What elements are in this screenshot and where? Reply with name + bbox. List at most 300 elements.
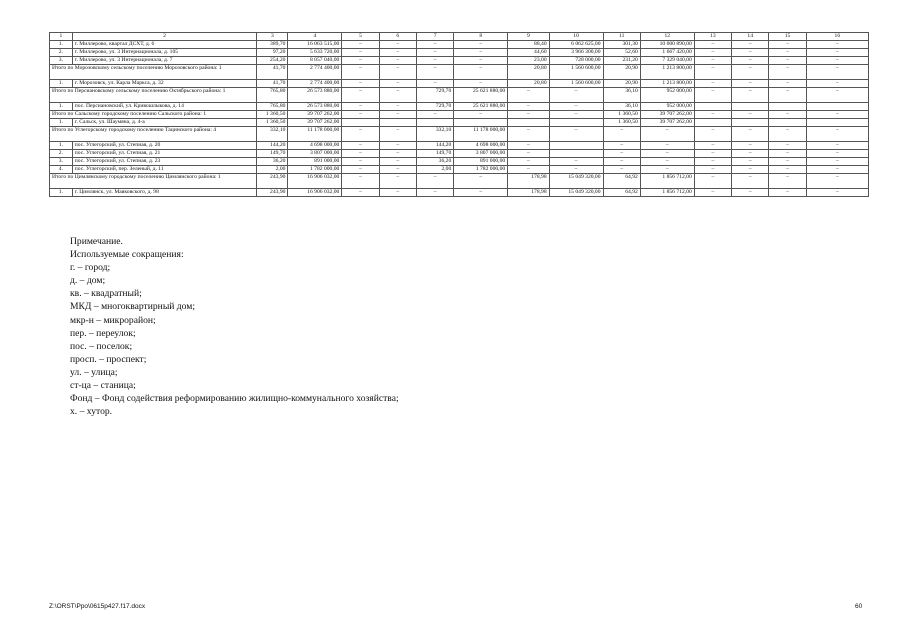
value-cell: – (806, 49, 868, 57)
row-index-cell: 1. (50, 142, 73, 150)
value-cell: – (549, 158, 603, 166)
value-cell: – (769, 88, 806, 103)
value-cell: – (416, 80, 453, 88)
value-cell: – (549, 166, 603, 174)
value-cell: – (694, 127, 731, 142)
value-cell: 389,70 (257, 41, 288, 49)
value-cell: 36,20 (416, 158, 453, 166)
value-cell: 16 906 032,00 (288, 174, 342, 189)
column-number: 15 (769, 33, 806, 41)
value-cell: – (508, 142, 549, 150)
value-cell: – (508, 127, 549, 142)
column-number: 14 (732, 33, 769, 41)
value-cell: 41,70 (257, 65, 288, 80)
abbreviation-line: кв. – квадратный; (70, 288, 142, 300)
value-cell: 1 360,50 (257, 111, 288, 119)
value-cell: 144,20 (416, 142, 453, 150)
address-cell: г. Морозовск, ул. Карла Маркса, д. 32 (72, 80, 257, 88)
value-cell: – (416, 111, 453, 119)
value-cell: 1 360,50 (257, 119, 288, 127)
value-cell: – (806, 189, 868, 197)
table-row (50, 41, 869, 49)
value-cell: – (806, 127, 868, 142)
value-cell: – (769, 174, 806, 189)
value-cell: – (342, 57, 379, 65)
address-cell: г. Сальск, ул. Шаумяна, д. 4-а (72, 119, 257, 127)
value-cell: – (416, 49, 453, 57)
table-header-row (50, 33, 869, 41)
value-cell: – (342, 65, 379, 80)
value-cell: – (694, 158, 731, 166)
value-cell: – (416, 65, 453, 80)
value-cell: 6 062 625,00 (549, 41, 603, 49)
value-cell: – (769, 57, 806, 65)
value-cell: 178,98 (508, 189, 549, 197)
value-cell: 7 329 040,00 (640, 57, 694, 65)
value-cell: 20,90 (603, 65, 640, 80)
value-cell: – (806, 111, 868, 119)
table-row (50, 119, 869, 127)
abbreviation-line: пос. – поселок; (70, 340, 133, 352)
value-cell: – (732, 80, 769, 88)
value-cell: 243,90 (257, 174, 288, 189)
value-cell: – (806, 41, 868, 49)
value-cell: – (549, 111, 603, 119)
value-cell: – (342, 80, 379, 88)
value-cell: – (769, 166, 806, 174)
value-cell: – (379, 127, 416, 142)
value-cell: 1 782 000,00 (454, 166, 508, 174)
value-cell: – (379, 111, 416, 119)
value-cell: – (603, 166, 640, 174)
value-cell: 25 621 880,00 (454, 88, 508, 103)
value-cell: – (379, 80, 416, 88)
abbreviation-line: мкр-н – микрорайон; (70, 314, 156, 326)
value-cell: – (342, 174, 379, 189)
value-cell: – (806, 158, 868, 166)
value-cell: 231,20 (603, 57, 640, 65)
table-row (50, 150, 869, 158)
value-cell: – (769, 80, 806, 88)
value-cell: 952 000,00 (640, 88, 694, 103)
value-cell (732, 119, 769, 127)
value-cell: – (342, 111, 379, 119)
column-number: 13 (694, 33, 731, 41)
value-cell: 254,20 (257, 57, 288, 65)
abbreviation-line: просп. – проспект; (70, 353, 147, 365)
value-cell: – (342, 88, 379, 103)
value-cell: 149,70 (416, 150, 453, 158)
value-cell: – (694, 49, 731, 57)
value-cell: 144,20 (257, 142, 288, 150)
value-cell: 5 633 720,00 (288, 49, 342, 57)
value-cell: – (379, 142, 416, 150)
value-cell: – (806, 88, 868, 103)
value-cell: – (694, 57, 731, 65)
table-row (50, 80, 869, 88)
value-cell: 10 000 890,00 (640, 41, 694, 49)
value-cell: – (806, 150, 868, 158)
value-cell: 765,80 (257, 103, 288, 111)
value-cell: – (379, 49, 416, 57)
subtotal-label-cell: Итого по Углегорскому городскому поселению Тацинского района: 4 (50, 127, 257, 142)
value-cell: 729,70 (416, 103, 453, 111)
notes-section (70, 235, 399, 418)
housing-register-table (49, 32, 869, 197)
column-number: 11 (603, 33, 640, 41)
table-row (50, 57, 869, 65)
subtotal-row (50, 88, 869, 103)
value-cell: 1 560 600,00 (549, 80, 603, 88)
value-cell (549, 150, 603, 158)
abbreviation-line: Фонд – Фонд содействия реформированию жилищно-коммунального хозяйства; (70, 393, 399, 405)
value-cell: – (603, 158, 640, 166)
abbreviation-line: МКД – многоквартирный дом; (70, 301, 196, 313)
notes-title: Примечание. (70, 236, 123, 247)
value-cell (806, 103, 868, 111)
value-cell: – (769, 189, 806, 197)
value-cell: – (806, 57, 868, 65)
value-cell (549, 142, 603, 150)
value-cell (549, 119, 603, 127)
value-cell: 39 707 262,00 (288, 111, 342, 119)
value-cell: 178,98 (508, 174, 549, 189)
column-number: 1 (50, 33, 73, 41)
row-index-cell: 3. (50, 158, 73, 166)
value-cell: 243,90 (257, 189, 288, 197)
value-cell: – (549, 103, 603, 111)
column-number: 6 (379, 33, 416, 41)
subtotal-row (50, 174, 869, 189)
value-cell: – (769, 127, 806, 142)
value-cell: – (769, 41, 806, 49)
value-cell: – (549, 88, 603, 103)
address-cell: г. Цимлянск, ул. Маяковского, д. 98 (72, 189, 257, 197)
value-cell: 1 856 712,00 (640, 174, 694, 189)
column-number: 4 (288, 33, 342, 41)
value-cell: 1 560 600,00 (549, 65, 603, 80)
subtotal-label-cell: Итого по Персиановскому сельскому поселению Октябрьского района: 1 (50, 88, 257, 103)
value-cell: – (549, 127, 603, 142)
address-cell: пос. Углегорский, ул. Степная, д. 21 (72, 150, 257, 158)
value-cell (342, 119, 379, 127)
column-number: 12 (640, 33, 694, 41)
value-cell: – (454, 80, 508, 88)
value-cell: – (508, 166, 549, 174)
value-cell: – (694, 111, 731, 119)
value-cell: – (769, 150, 806, 158)
value-cell: – (806, 166, 868, 174)
value-cell: 15 049 320,00 (549, 189, 603, 197)
value-cell: 20,80 (508, 80, 549, 88)
value-cell: – (508, 111, 549, 119)
value-cell: 1 667 420,00 (640, 49, 694, 57)
value-cell: – (732, 65, 769, 80)
value-cell: 15 049 320,00 (549, 174, 603, 189)
value-cell: – (732, 166, 769, 174)
address-cell: г. Миллерово, квартал ДСХТ, д. 6 (72, 41, 257, 49)
column-number: 7 (416, 33, 453, 41)
value-cell: – (342, 166, 379, 174)
value-cell: 332,10 (416, 127, 453, 142)
value-cell: – (769, 111, 806, 119)
row-index-cell: 1. (50, 119, 73, 127)
value-cell (416, 119, 453, 127)
value-cell: – (603, 150, 640, 158)
value-cell: – (732, 158, 769, 166)
value-cell: – (342, 41, 379, 49)
value-cell: – (732, 88, 769, 103)
subtotal-row (50, 65, 869, 80)
value-cell: – (342, 150, 379, 158)
value-cell: – (732, 189, 769, 197)
table-body (50, 33, 869, 197)
value-cell: 36,20 (257, 158, 288, 166)
value-cell: – (732, 127, 769, 142)
value-cell: – (342, 189, 379, 197)
value-cell: – (694, 65, 731, 80)
value-cell: 301,30 (603, 41, 640, 49)
value-cell: – (379, 88, 416, 103)
table-row (50, 142, 869, 150)
value-cell: – (416, 174, 453, 189)
value-cell (769, 119, 806, 127)
value-cell: – (694, 80, 731, 88)
value-cell: – (640, 166, 694, 174)
value-cell: 20,80 (508, 65, 549, 80)
value-cell: – (454, 41, 508, 49)
value-cell: – (379, 150, 416, 158)
value-cell: 64,92 (603, 174, 640, 189)
value-cell: – (379, 189, 416, 197)
value-cell: – (603, 142, 640, 150)
value-cell: – (732, 111, 769, 119)
value-cell: 64,92 (603, 189, 640, 197)
value-cell: – (694, 88, 731, 103)
value-cell (769, 103, 806, 111)
value-cell: – (732, 142, 769, 150)
value-cell: 39 707 262,00 (640, 111, 694, 119)
subtotal-row (50, 111, 869, 119)
value-cell: – (769, 142, 806, 150)
value-cell: 36,10 (603, 103, 640, 111)
column-number: 5 (342, 33, 379, 41)
value-cell: 16 063 515,00 (288, 41, 342, 49)
value-cell: – (379, 166, 416, 174)
value-cell: – (454, 57, 508, 65)
value-cell: 4 698 000,00 (454, 142, 508, 150)
value-cell: 26 573 880,00 (288, 88, 342, 103)
value-cell: – (416, 189, 453, 197)
row-index-cell: 1. (50, 103, 73, 111)
value-cell: 1 360,50 (603, 111, 640, 119)
subtotal-label-cell: Итого по Цимлянскому городскому поселению Цимлянского района: 1 (50, 174, 257, 189)
value-cell (732, 103, 769, 111)
value-cell: – (379, 57, 416, 65)
column-number: 10 (549, 33, 603, 41)
value-cell: – (342, 49, 379, 57)
value-cell: 149,70 (257, 150, 288, 158)
row-index-cell: 3. (50, 57, 73, 65)
value-cell: 765,80 (257, 88, 288, 103)
value-cell: 2,00 (257, 166, 288, 174)
value-cell: 97,20 (257, 49, 288, 57)
abbreviation-line: Используемые сокращения: (70, 249, 184, 261)
value-cell: 332,10 (257, 127, 288, 142)
value-cell: – (732, 150, 769, 158)
value-cell: – (694, 150, 731, 158)
value-cell: 25 621 880,00 (454, 103, 508, 111)
value-cell: 44,60 (508, 49, 549, 57)
value-cell: – (806, 80, 868, 88)
table-row (50, 49, 869, 57)
value-cell: – (379, 41, 416, 49)
value-cell: 891 000,00 (454, 158, 508, 166)
value-cell: – (694, 41, 731, 49)
abbreviation-line: д. – дом; (70, 275, 106, 287)
value-cell: – (732, 174, 769, 189)
address-cell: пос. Углегорский, ул. Степная, д. 23 (72, 158, 257, 166)
value-cell: – (732, 57, 769, 65)
address-cell: пос. Углегорский, ул. Степная, д. 20 (72, 142, 257, 150)
value-cell: 52,60 (603, 49, 640, 57)
subtotal-label-cell: Итого по Сальскому городскому поселению Сальского района: 1 (50, 111, 257, 119)
value-cell: 952 000,00 (640, 103, 694, 111)
column-number: 16 (806, 33, 868, 41)
value-cell: – (806, 142, 868, 150)
value-cell: 41,70 (257, 80, 288, 88)
value-cell (379, 119, 416, 127)
value-cell: – (416, 57, 453, 65)
row-index-cell: 1. (50, 189, 73, 197)
value-cell: 39 707 262,00 (640, 119, 694, 127)
column-number: 8 (454, 33, 508, 41)
address-cell: г. Миллерово, ул. 3 Интернационала, д. 105 (72, 49, 257, 57)
value-cell: – (454, 49, 508, 57)
value-cell: – (603, 127, 640, 142)
value-cell: 88,40 (508, 41, 549, 49)
value-cell: 3 807 000,00 (454, 150, 508, 158)
abbreviation-line: ул. – улица; (70, 366, 118, 378)
value-cell: – (769, 158, 806, 166)
value-cell: – (694, 142, 731, 150)
value-cell: 2 774 400,00 (288, 80, 342, 88)
file-path: Z:\ORST\Ppo\0615p427.f17.docx (49, 603, 146, 610)
table-row (50, 103, 869, 111)
value-cell: 23,00 (508, 57, 549, 65)
subtotal-row (50, 127, 869, 142)
abbreviation-line: г. – город; (70, 262, 111, 274)
value-cell: – (342, 142, 379, 150)
value-cell: 729,70 (416, 88, 453, 103)
value-cell (694, 103, 731, 111)
value-cell: – (508, 150, 549, 158)
row-index-cell: 1. (50, 41, 73, 49)
value-cell: 26 573 880,00 (288, 103, 342, 111)
value-cell: – (508, 103, 549, 111)
value-cell: 20,90 (603, 80, 640, 88)
value-cell: – (732, 41, 769, 49)
value-cell: 1 213 800,00 (640, 80, 694, 88)
value-cell: – (640, 142, 694, 150)
value-cell: 1 213 800,00 (640, 65, 694, 80)
value-cell: 1 782 000,00 (288, 166, 342, 174)
row-index-cell: 4. (50, 166, 73, 174)
value-cell: – (769, 49, 806, 57)
value-cell (454, 119, 508, 127)
value-cell: 2,00 (416, 166, 453, 174)
value-cell: 11 178 000,00 (288, 127, 342, 142)
address-cell: пос. Персиановский, ул. Кривошлыкова, д. 14 (72, 103, 257, 111)
value-cell: 728 000,00 (549, 57, 603, 65)
value-cell: – (508, 158, 549, 166)
abbreviation-line: х. – хутор. (70, 406, 113, 418)
value-cell: – (769, 65, 806, 80)
value-cell: 16 906 032,00 (288, 189, 342, 197)
value-cell: 1 856 712,00 (640, 189, 694, 197)
value-cell: – (694, 166, 731, 174)
value-cell: – (694, 174, 731, 189)
value-cell: – (379, 65, 416, 80)
value-cell: 2 774 400,00 (288, 65, 342, 80)
value-cell: 1 360,50 (603, 119, 640, 127)
value-cell: – (379, 103, 416, 111)
column-number: 2 (72, 33, 257, 41)
value-cell: – (454, 111, 508, 119)
address-cell: пос. Углегорский, пер. Зеленый, д. 11 (72, 166, 257, 174)
value-cell: – (508, 88, 549, 103)
value-cell (694, 119, 731, 127)
value-cell: – (806, 174, 868, 189)
abbreviation-line: ст-ца – станица; (70, 380, 136, 392)
row-index-cell: 1. (50, 80, 73, 88)
value-cell: 3 807 000,00 (288, 150, 342, 158)
value-cell: – (379, 174, 416, 189)
value-cell: 3 966 300,00 (549, 49, 603, 57)
value-cell: 36,10 (603, 88, 640, 103)
value-cell: 11 178 000,00 (454, 127, 508, 142)
value-cell: – (342, 158, 379, 166)
column-number: 3 (257, 33, 288, 41)
value-cell: – (640, 158, 694, 166)
value-cell (806, 119, 868, 127)
value-cell: 8 057 040,00 (288, 57, 342, 65)
value-cell: – (454, 174, 508, 189)
value-cell: 4 698 000,00 (288, 142, 342, 150)
value-cell: – (454, 65, 508, 80)
abbreviation-line: пер. – переулок; (70, 327, 136, 339)
value-cell: – (732, 49, 769, 57)
table-row (50, 189, 869, 197)
value-cell: – (379, 158, 416, 166)
row-index-cell: 2. (50, 150, 73, 158)
value-cell (508, 119, 549, 127)
table-row (50, 158, 869, 166)
page-number: 60 (855, 603, 863, 610)
table-row (50, 166, 869, 174)
value-cell: – (694, 189, 731, 197)
value-cell: – (640, 150, 694, 158)
value-cell: – (806, 65, 868, 80)
value-cell: – (416, 41, 453, 49)
value-cell: – (640, 127, 694, 142)
value-cell: – (342, 103, 379, 111)
value-cell: 891 000,00 (288, 158, 342, 166)
value-cell: – (342, 127, 379, 142)
row-index-cell: 2. (50, 49, 73, 57)
address-cell: г. Миллерово, ул. 3 Интернационала, д. 7 (72, 57, 257, 65)
subtotal-label-cell: Итого по Морозовскому сельскому поселению Морозовского района: 1 (50, 65, 257, 80)
